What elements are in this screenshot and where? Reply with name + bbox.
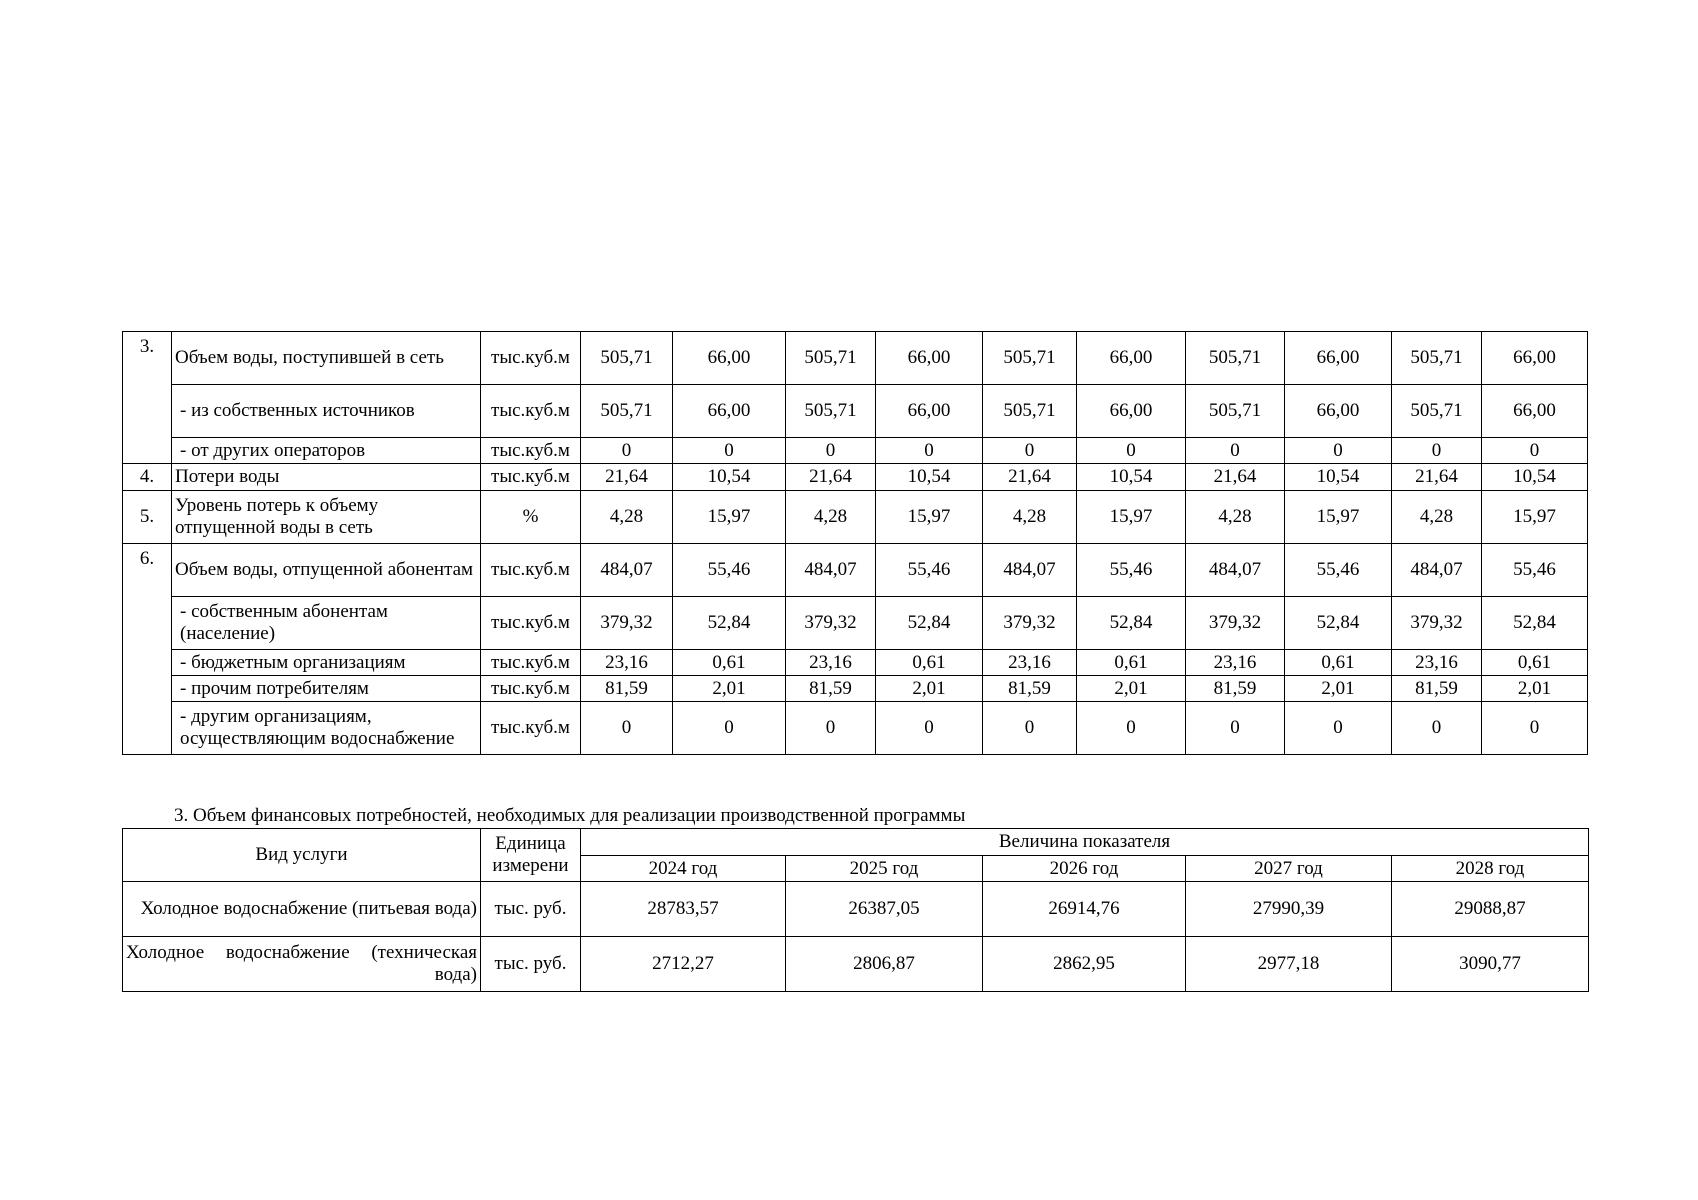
value-cell: 2712,27 — [581, 937, 786, 992]
value-cell: 10,54 — [1482, 464, 1588, 491]
unit-cell: тыс.куб.м — [481, 650, 581, 676]
value-cell: 52,84 — [876, 597, 983, 650]
table-row — [123, 676, 1588, 702]
indicator-label: Объем воды, отпущенной абонентам — [172, 544, 481, 597]
value-cell: 23,16 — [1392, 650, 1482, 676]
value-cell: 23,16 — [1186, 650, 1285, 676]
value-cell: 379,32 — [983, 597, 1077, 650]
indicator-label: Уровень потерь к объему отпущенной воды в сеть — [172, 491, 481, 544]
unit-cell: тыс.куб.м — [481, 438, 581, 464]
value-cell: 4,28 — [786, 491, 876, 544]
value-cell: 15,97 — [1285, 491, 1392, 544]
indicator-label: - бюджетным организациям — [172, 650, 481, 676]
value-cell: 4,28 — [581, 491, 673, 544]
value-cell: 4,28 — [983, 491, 1077, 544]
value-cell: 2806,87 — [786, 937, 983, 992]
value-cell: 0 — [1186, 702, 1285, 755]
value-cell: 0 — [581, 702, 673, 755]
value-cell: 15,97 — [1482, 491, 1588, 544]
value-cell: 0 — [1077, 438, 1186, 464]
value-cell: 0 — [876, 438, 983, 464]
value-cell: 10,54 — [1077, 464, 1186, 491]
value-cell: 379,32 — [581, 597, 673, 650]
value-cell: 15,97 — [673, 491, 786, 544]
value-cell: 0,61 — [1482, 650, 1588, 676]
financial-needs-table — [122, 828, 1589, 992]
value-cell: 15,97 — [1077, 491, 1186, 544]
header-year: 2026 год — [983, 856, 1186, 882]
value-cell: 3090,77 — [1392, 937, 1589, 992]
header-service: Вид услуги — [123, 829, 481, 882]
service-name: Холодное водоснабжение (питьевая вода) — [123, 882, 481, 937]
value-cell: 0 — [1186, 438, 1285, 464]
value-cell: 55,46 — [673, 544, 786, 597]
value-cell: 26387,05 — [786, 882, 983, 937]
unit-cell: тыс.куб.м — [481, 597, 581, 650]
indicator-label: - прочим потребителям — [172, 676, 481, 702]
value-cell: 21,64 — [983, 464, 1077, 491]
value-cell: 2,01 — [1077, 676, 1186, 702]
table-row — [123, 882, 1589, 937]
value-cell: 2977,18 — [1186, 937, 1392, 992]
value-cell: 2862,95 — [983, 937, 1186, 992]
value-cell: 0 — [1392, 438, 1482, 464]
unit-cell: тыс.куб.м — [481, 332, 581, 385]
value-cell: 0 — [1285, 438, 1392, 464]
value-cell: 0,61 — [876, 650, 983, 676]
value-cell: 4,28 — [1392, 491, 1482, 544]
value-cell: 55,46 — [1482, 544, 1588, 597]
value-cell: 0 — [983, 438, 1077, 464]
value-cell: 0 — [876, 702, 983, 755]
indicator-label: - собственным абонентам (население) — [172, 597, 481, 650]
value-cell: 0 — [786, 702, 876, 755]
value-cell: 81,59 — [786, 676, 876, 702]
table-row — [123, 597, 1588, 650]
section-3-title: 3. Объем финансовых потребностей, необходимых для реализации производственной программы — [174, 805, 966, 826]
unit-cell: тыс. руб. — [481, 937, 581, 992]
table-row — [123, 491, 1588, 544]
value-cell: 0,61 — [1285, 650, 1392, 676]
value-cell: 0 — [1482, 438, 1588, 464]
value-cell: 10,54 — [1285, 464, 1392, 491]
table-row — [123, 385, 1588, 438]
row-index: 4. — [123, 464, 172, 491]
indicator-label: - от других операторов — [172, 438, 481, 464]
value-cell: 0 — [1392, 702, 1482, 755]
value-cell: 0 — [1285, 702, 1392, 755]
value-cell: 66,00 — [1285, 385, 1392, 438]
value-cell: 66,00 — [1285, 332, 1392, 385]
row-index: 3. — [123, 332, 172, 464]
value-cell: 505,71 — [581, 332, 673, 385]
value-cell: 66,00 — [1077, 332, 1186, 385]
value-cell: 379,32 — [1392, 597, 1482, 650]
value-cell: 21,64 — [1186, 464, 1285, 491]
indicator-label: Объем воды, поступившей в сеть — [172, 332, 481, 385]
value-cell: 66,00 — [1482, 385, 1588, 438]
table-row — [123, 464, 1588, 491]
row-index: 6. — [123, 544, 172, 755]
value-cell: 66,00 — [1077, 385, 1186, 438]
value-cell: 52,84 — [1482, 597, 1588, 650]
value-cell: 66,00 — [876, 385, 983, 438]
value-cell: 0,61 — [673, 650, 786, 676]
value-cell: 505,71 — [581, 385, 673, 438]
unit-cell: тыс.куб.м — [481, 464, 581, 491]
value-cell: 21,64 — [1392, 464, 1482, 491]
value-cell: 0 — [1077, 702, 1186, 755]
value-cell: 0 — [581, 438, 673, 464]
value-cell: 2,01 — [876, 676, 983, 702]
value-cell: 55,46 — [876, 544, 983, 597]
value-cell: 15,97 — [876, 491, 983, 544]
value-cell: 484,07 — [1392, 544, 1482, 597]
header-year: 2025 год — [786, 856, 983, 882]
value-cell: 0 — [786, 438, 876, 464]
unit-cell: тыс.куб.м — [481, 385, 581, 438]
value-cell: 23,16 — [983, 650, 1077, 676]
value-cell: 23,16 — [581, 650, 673, 676]
value-cell: 484,07 — [786, 544, 876, 597]
value-cell: 484,07 — [581, 544, 673, 597]
value-cell: 2,01 — [673, 676, 786, 702]
table-row — [123, 438, 1588, 464]
value-cell: 52,84 — [1077, 597, 1186, 650]
table-row — [123, 702, 1588, 755]
production-volumes-table — [122, 331, 1588, 755]
value-cell: 81,59 — [983, 676, 1077, 702]
value-cell: 81,59 — [1186, 676, 1285, 702]
value-cell: 379,32 — [786, 597, 876, 650]
header-year: 2028 год — [1392, 856, 1589, 882]
value-cell: 505,71 — [1392, 385, 1482, 438]
value-cell: 26914,76 — [983, 882, 1186, 937]
table-row — [123, 332, 1588, 385]
value-cell: 505,71 — [1186, 332, 1285, 385]
value-cell: 23,16 — [786, 650, 876, 676]
unit-cell: тыс.куб.м — [481, 702, 581, 755]
unit-cell: тыс. руб. — [481, 882, 581, 937]
value-cell: 27990,39 — [1186, 882, 1392, 937]
header-indicator-value: Величина показателя — [581, 829, 1589, 856]
value-cell: 52,84 — [673, 597, 786, 650]
unit-cell: тыс.куб.м — [481, 544, 581, 597]
header-unit: Единица измерени — [481, 829, 581, 882]
value-cell: 505,71 — [786, 332, 876, 385]
value-cell: 505,71 — [983, 385, 1077, 438]
value-cell: 81,59 — [581, 676, 673, 702]
value-cell: 66,00 — [876, 332, 983, 385]
value-cell: 66,00 — [673, 385, 786, 438]
table-row — [123, 544, 1588, 597]
indicator-label: - из собственных источников — [172, 385, 481, 438]
value-cell: 21,64 — [581, 464, 673, 491]
value-cell: 505,71 — [1392, 332, 1482, 385]
value-cell: 55,46 — [1077, 544, 1186, 597]
header-year: 2027 год — [1186, 856, 1392, 882]
value-cell: 379,32 — [1186, 597, 1285, 650]
table-row — [123, 937, 1589, 992]
value-cell: 52,84 — [1285, 597, 1392, 650]
service-name: Холодное водоснабжение (техническая вода) — [123, 937, 481, 992]
value-cell: 2,01 — [1482, 676, 1588, 702]
value-cell: 505,71 — [1186, 385, 1285, 438]
value-cell: 0,61 — [1077, 650, 1186, 676]
value-cell: 66,00 — [1482, 332, 1588, 385]
value-cell: 21,64 — [786, 464, 876, 491]
value-cell: 28783,57 — [581, 882, 786, 937]
value-cell: 81,59 — [1392, 676, 1482, 702]
value-cell: 484,07 — [983, 544, 1077, 597]
value-cell: 55,46 — [1285, 544, 1392, 597]
value-cell: 505,71 — [983, 332, 1077, 385]
value-cell: 0 — [1482, 702, 1588, 755]
value-cell: 2,01 — [1285, 676, 1392, 702]
indicator-label: Потери воды — [172, 464, 481, 491]
value-cell: 4,28 — [1186, 491, 1285, 544]
value-cell: 505,71 — [786, 385, 876, 438]
value-cell: 0 — [673, 702, 786, 755]
value-cell: 29088,87 — [1392, 882, 1589, 937]
value-cell: 66,00 — [673, 332, 786, 385]
unit-cell: тыс.куб.м — [481, 676, 581, 702]
value-cell: 10,54 — [876, 464, 983, 491]
value-cell: 484,07 — [1186, 544, 1285, 597]
indicator-label: - другим организациям, осуществляющим водоснабжение — [172, 702, 481, 755]
table-row — [123, 650, 1588, 676]
value-cell: 0 — [673, 438, 786, 464]
value-cell: 0 — [983, 702, 1077, 755]
unit-cell: % — [481, 491, 581, 544]
row-index: 5. — [123, 491, 172, 544]
header-year: 2024 год — [581, 856, 786, 882]
value-cell: 10,54 — [673, 464, 786, 491]
